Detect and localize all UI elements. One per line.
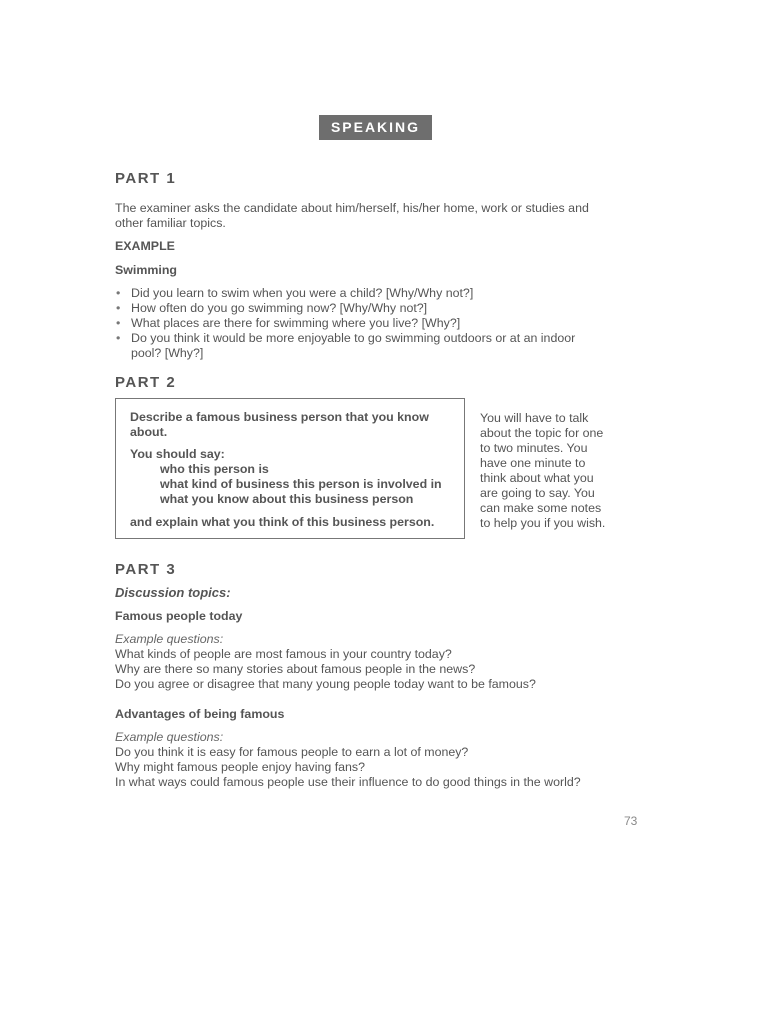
list-item: • How often do you go swimming now? [Why/Why not?] [115, 301, 635, 316]
list-item: • Do you think it would be more enjoyable to go swimming outdoors or at an indoor [115, 331, 635, 346]
part3-topic-title: Famous people today [115, 609, 243, 623]
part3-question: What kinds of people are most famous in your country today? [115, 647, 452, 661]
side-note-line: can make some notes [480, 501, 602, 515]
part3-discussion-label: Discussion topics: [115, 585, 231, 600]
side-note-line: to two minutes. You [480, 441, 588, 455]
cue-card-point: what you know about this business person [160, 492, 414, 506]
part1-intro-line2: other familiar topics. [115, 216, 226, 230]
part3-question: Why are there so many stories about famous people in the news? [115, 662, 476, 676]
cue-card-describe-line2: about. [130, 425, 168, 439]
list-item: • What places are there for swimming where you live? [Why?] [115, 316, 635, 331]
cue-card-point: who this person is [160, 462, 269, 476]
speaking-banner: SPEAKING [319, 115, 432, 140]
part3-question: In what ways could famous people use their influence to do good things in the world? [115, 775, 581, 789]
part3-question: Do you think it is easy for famous people to earn a lot of money? [115, 745, 469, 759]
part3-question: Why might famous people enjoy having fans? [115, 760, 366, 774]
side-note-line: about the topic for one [480, 426, 604, 440]
cue-card-explain: and explain what you think of this business person. [130, 515, 435, 529]
page-number: 73 [624, 814, 638, 828]
cue-card-should-say: You should say: [130, 447, 225, 461]
part1-example-label: EXAMPLE [115, 239, 175, 253]
part1-question-list [115, 286, 635, 346]
cue-card-describe-line1: Describe a famous business person that you know [130, 410, 429, 424]
part1-question4-continued: pool? [Why?] [131, 346, 204, 360]
part3-topic-title: Advantages of being famous [115, 707, 285, 721]
side-note-line: have one minute to [480, 456, 586, 470]
cue-card [115, 398, 465, 539]
part1-topic: Swimming [115, 263, 177, 277]
list-item: • Did you learn to swim when you were a child? [Why/Why not?] [115, 286, 635, 301]
part1-intro-line1: The examiner asks the candidate about him/herself, his/her home, work or studies and [115, 201, 589, 215]
part2-heading: PART 2 [115, 374, 177, 391]
side-note-line: are going to say. You [480, 486, 595, 500]
part3-question: Do you agree or disagree that many young people today want to be famous? [115, 677, 536, 691]
part2-side-note [480, 411, 628, 531]
side-note-line: think about what you [480, 471, 594, 485]
part1-heading: PART 1 [115, 170, 177, 187]
part3-heading: PART 3 [115, 561, 177, 578]
side-note-line: to help you if you wish. [480, 516, 606, 530]
part3-example-label: Example questions: [115, 632, 224, 646]
part3-example-label: Example questions: [115, 730, 224, 744]
side-note-line: You will have to talk [480, 411, 589, 425]
cue-card-point: what kind of business this person is involved in [160, 477, 442, 491]
